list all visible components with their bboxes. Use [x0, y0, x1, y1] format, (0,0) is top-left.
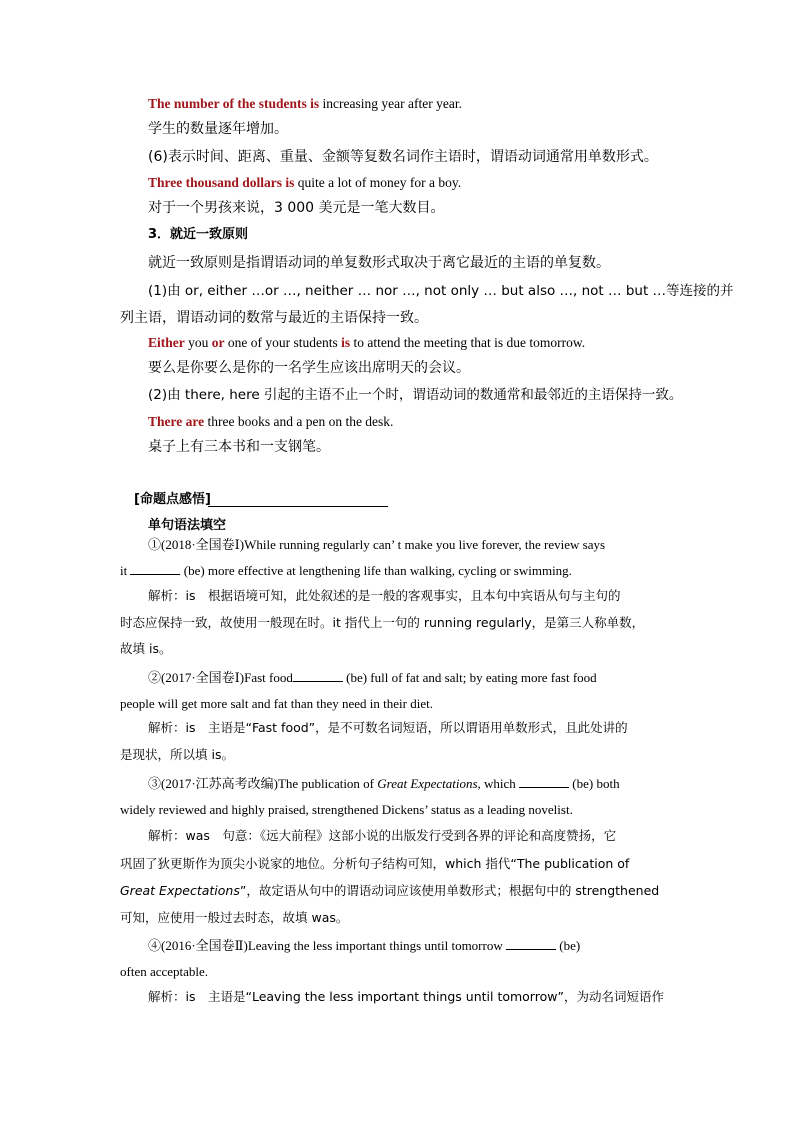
question-text: ②(2017·全国卷Ⅰ)Fast food	[148, 670, 293, 685]
question-2-line-2: people will get more salt and fat than they need in their diet.	[120, 696, 433, 711]
analysis-line: 解析：was 句意：《远大前程》这部小说的出版发行受到各界的评论和高度赞扬，它	[148, 828, 617, 843]
example-sentence	[148, 413, 676, 431]
highlight-is: is	[341, 335, 351, 350]
sentence-part: you	[184, 335, 212, 350]
sentence-rest: quite a lot of money for a boy.	[294, 175, 462, 190]
answer-blank[interactable]	[293, 669, 343, 682]
rule-description: 就近一致原则是指谓语动词的单复数形式取决于离它最近的主语的单复数。	[148, 255, 610, 271]
answer-blank[interactable]	[506, 937, 556, 950]
translation: 桌子上有三本书和一支钢笔。	[148, 439, 330, 455]
question-3-line-1	[148, 775, 676, 793]
analysis-line: 时态应保持一致，故使用一般现在时。it 指代上一句的 running regularly，是第三人称单数，	[120, 615, 645, 630]
analysis-line	[120, 882, 676, 900]
question-2-line-1	[148, 669, 676, 687]
highlight-either: Either	[148, 335, 185, 350]
analysis-line: 解析：is 根据语境可知，此处叙述的是一般的客观事实，且本句中宾语从句与主句的	[148, 588, 621, 603]
question-4-line-2: often acceptable.	[120, 964, 209, 979]
sentence-rest: three books and a pen on the desk.	[204, 414, 394, 429]
answer-blank[interactable]	[519, 775, 569, 788]
question-1-line-1: ①(2018·全国卷Ⅰ)While running regularly can’ t make you live forever, the review says	[148, 537, 606, 552]
analysis-line: 巩固了狄更斯作为顶尖小说家的地位。分析句子结构可知，which 指代“The publication of	[120, 856, 630, 871]
question-4-line-1	[148, 937, 676, 955]
highlighted-subject: There are	[148, 414, 205, 429]
rule-item: (1)由 or, either …or …, neither … nor …, not only … but also …, not … but …等连接的并	[148, 283, 734, 299]
analysis-line: 解析：is 主语是“Fast food”，是不可数名词短语，所以谓语用单数形式，且此处讲的	[148, 720, 628, 735]
translation: 要么是你要么是你的一名学生应该出席明天的会议。	[148, 360, 470, 376]
highlighted-subject: Three thousand dollars is	[148, 175, 295, 190]
section-subtitle: 单句语法填空	[148, 518, 227, 533]
translation: 对于一个男孩来说，3 000 美元是一笔大数目。	[148, 200, 445, 216]
question-text: ④(2016·全国卷Ⅱ)Leaving the less important things until tomorrow	[148, 938, 506, 953]
sentence-part: one of your students	[224, 335, 342, 350]
highlight-or: or	[211, 335, 225, 350]
book-title: Great Expectations	[120, 883, 240, 898]
analysis-line: 故填 is。	[120, 641, 172, 656]
example-sentence	[148, 174, 676, 192]
example-sentence	[148, 334, 676, 352]
question-text: (be)	[555, 938, 581, 953]
question-text: (be) more effective at lengthening life than walking, cycling or swimming.	[180, 563, 572, 578]
analysis-line: 可知，应使用一般过去时态，故填 was。	[120, 910, 349, 925]
question-text: (be) both	[569, 776, 620, 791]
question-text: (be) full of fat and salt; by eating more fast food	[342, 670, 597, 685]
rule-item: (2)由 there, here 引起的主语不止一个时，谓语动词的数通常和最邻近的主语保持一致。	[148, 387, 683, 403]
highlighted-subject: The number of the students is	[148, 96, 320, 111]
question-text: it	[120, 563, 131, 578]
analysis-line: 是现状，所以填 is。	[120, 747, 234, 762]
answer-blank[interactable]	[130, 562, 180, 575]
question-text: which	[480, 776, 520, 791]
book-title: Great Expectations,	[377, 776, 481, 791]
question-3-line-2: widely reviewed and highly praised, strengthened Dickens’ status as a leading novelist.	[120, 802, 573, 817]
analysis-line: 解析：is 主语是“Leaving the less important things until tomorrow”，为动名词短语作	[148, 989, 664, 1004]
question-text: ③(2017·江苏高考改编)The publication of	[148, 776, 378, 791]
example-sentence	[148, 95, 676, 113]
question-1-line-2	[120, 562, 676, 580]
section-underline	[208, 506, 388, 507]
section-title: [命题点感悟]	[134, 492, 211, 507]
sentence-part: to attend the meeting that is due tomorrow.	[350, 335, 586, 350]
rule-item-cont: 列主语，谓语动词的数常与最近的主语保持一致。	[120, 310, 428, 326]
rule-heading: 3．就近一致原则	[148, 227, 249, 242]
rule-item: (6)表示时间、距离、重量、金额等复数名词作主语时，谓语动词通常用单数形式。	[148, 149, 658, 165]
analysis-text: ”，故定语从句中的谓语动词应该使用单数形式；根据句中的 strengthened	[239, 883, 660, 898]
sentence-rest: increasing year after year.	[319, 96, 462, 111]
translation: 学生的数量逐年增加。	[148, 121, 288, 137]
